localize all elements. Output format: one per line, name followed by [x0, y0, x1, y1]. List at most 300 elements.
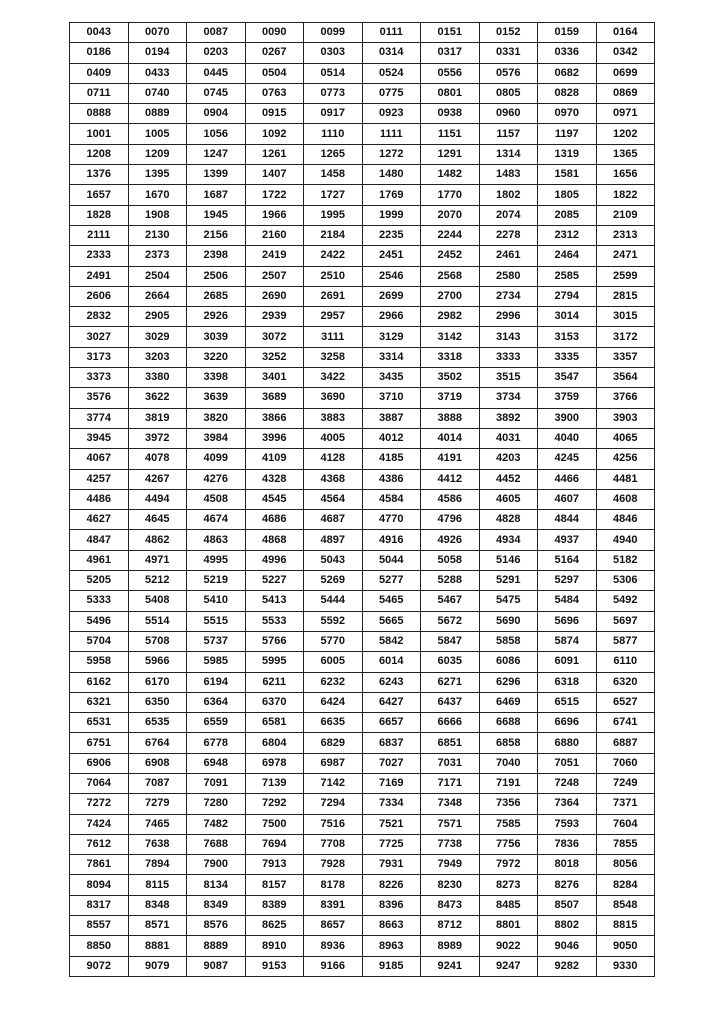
table-cell: 2156 [187, 225, 246, 245]
table-cell: 6110 [596, 652, 655, 672]
table-cell: 4545 [245, 489, 304, 509]
table-cell: 3373 [70, 368, 129, 388]
table-cell: 6350 [128, 692, 187, 712]
table-cell: 0070 [128, 23, 187, 43]
table-cell: 1995 [304, 205, 363, 225]
table-cell: 4645 [128, 510, 187, 530]
table-cell: 4844 [538, 510, 597, 530]
table-cell: 7348 [421, 794, 480, 814]
table-cell: 5146 [479, 550, 538, 570]
table-cell: 3945 [70, 428, 129, 448]
table-cell: 5877 [596, 631, 655, 651]
table-cell: 5858 [479, 631, 538, 651]
table-cell: 6751 [70, 733, 129, 753]
table-cell: 6858 [479, 733, 538, 753]
table-row [70, 286, 655, 306]
table-cell: 2451 [362, 246, 421, 266]
table-row [70, 246, 655, 266]
table-cell: 6014 [362, 652, 421, 672]
table-cell: 0576 [479, 63, 538, 83]
table-cell: 0504 [245, 63, 304, 83]
table-cell: 1110 [304, 124, 363, 144]
table-cell: 3564 [596, 368, 655, 388]
table-row [70, 388, 655, 408]
table-cell: 1157 [479, 124, 538, 144]
table-row [70, 165, 655, 185]
table-cell: 4862 [128, 530, 187, 550]
table-cell: 3072 [245, 327, 304, 347]
table-row [70, 916, 655, 936]
table-cell: 5492 [596, 591, 655, 611]
table-cell: 4508 [187, 489, 246, 509]
table-cell: 8963 [362, 936, 421, 956]
table-cell: 6296 [479, 672, 538, 692]
table-cell: 6271 [421, 672, 480, 692]
table-cell: 5444 [304, 591, 363, 611]
table-cell: 3900 [538, 408, 597, 428]
table-cell: 1656 [596, 165, 655, 185]
table-cell: 1291 [421, 144, 480, 164]
table-cell: 4185 [362, 449, 421, 469]
table-cell: 5592 [304, 611, 363, 631]
table-cell: 0314 [362, 43, 421, 63]
table-row [70, 510, 655, 530]
table-cell: 2074 [479, 205, 538, 225]
table-cell: 8348 [128, 895, 187, 915]
table-cell: 0524 [362, 63, 421, 83]
table-cell: 3972 [128, 428, 187, 448]
table-cell: 2461 [479, 246, 538, 266]
table-cell: 2957 [304, 307, 363, 327]
table-cell: 8850 [70, 936, 129, 956]
table-cell: 0801 [421, 83, 480, 103]
table-cell: 6804 [245, 733, 304, 753]
table-cell: 5697 [596, 611, 655, 631]
table-cell: 3333 [479, 347, 538, 367]
table-cell: 8936 [304, 936, 363, 956]
table-cell: 2580 [479, 266, 538, 286]
table-cell: 0099 [304, 23, 363, 43]
table-cell: 1805 [538, 185, 597, 205]
table-row [70, 936, 655, 956]
table-cell: 2685 [187, 286, 246, 306]
table-cell: 7142 [304, 773, 363, 793]
table-cell: 1657 [70, 185, 129, 205]
table-cell: 1482 [421, 165, 480, 185]
table-cell: 3996 [245, 428, 304, 448]
table-cell: 5333 [70, 591, 129, 611]
table-row [70, 652, 655, 672]
table-cell: 2506 [187, 266, 246, 286]
table-cell: 1722 [245, 185, 304, 205]
table-cell: 3820 [187, 408, 246, 428]
table-cell: 8056 [596, 855, 655, 875]
table-cell: 8712 [421, 916, 480, 936]
table-cell: 2599 [596, 266, 655, 286]
table-cell: 1828 [70, 205, 129, 225]
table-cell: 9022 [479, 936, 538, 956]
table-row [70, 23, 655, 43]
table-cell: 1197 [538, 124, 597, 144]
table-cell: 0915 [245, 104, 304, 124]
table-cell: 7593 [538, 814, 597, 834]
table-cell: 9247 [479, 956, 538, 976]
table-cell: 0970 [538, 104, 597, 124]
table-cell: 1001 [70, 124, 129, 144]
table-row [70, 327, 655, 347]
table-cell: 4868 [245, 530, 304, 550]
table-cell: 3622 [128, 388, 187, 408]
table-cell: 5708 [128, 631, 187, 651]
table-cell: 7516 [304, 814, 363, 834]
table-cell: 3258 [304, 347, 363, 367]
table-cell: 2664 [128, 286, 187, 306]
table-cell: 3576 [70, 388, 129, 408]
table-cell: 5690 [479, 611, 538, 631]
table-cell: 0938 [421, 104, 480, 124]
table-cell: 7949 [421, 855, 480, 875]
table-cell: 8657 [304, 916, 363, 936]
table-cell: 4627 [70, 510, 129, 530]
table-cell: 7060 [596, 753, 655, 773]
table-cell: 6987 [304, 753, 363, 773]
table-cell: 5966 [128, 652, 187, 672]
table-cell: 7688 [187, 834, 246, 854]
table-cell: 8094 [70, 875, 129, 895]
table-cell: 4494 [128, 489, 187, 509]
table-cell: 3335 [538, 347, 597, 367]
table-row [70, 591, 655, 611]
table-row [70, 753, 655, 773]
table-row [70, 672, 655, 692]
table-cell: 7604 [596, 814, 655, 834]
table-cell: 4031 [479, 428, 538, 448]
table-cell: 0090 [245, 23, 304, 43]
table-cell: 8548 [596, 895, 655, 915]
table-cell: 6469 [479, 692, 538, 712]
table-cell: 0828 [538, 83, 597, 103]
table-cell: 4995 [187, 550, 246, 570]
table-cell: 9153 [245, 956, 304, 976]
table-cell: 3252 [245, 347, 304, 367]
table-cell: 6829 [304, 733, 363, 753]
table-cell: 5737 [187, 631, 246, 651]
table-cell: 0923 [362, 104, 421, 124]
table-cell: 5985 [187, 652, 246, 672]
table-cell: 5465 [362, 591, 421, 611]
table-cell: 5227 [245, 571, 304, 591]
table-cell: 3547 [538, 368, 597, 388]
table-cell: 0342 [596, 43, 655, 63]
table-cell: 8230 [421, 875, 480, 895]
table-cell: 0773 [304, 83, 363, 103]
table-cell: 4863 [187, 530, 246, 550]
table-cell: 0043 [70, 23, 129, 43]
table-cell: 7191 [479, 773, 538, 793]
table-cell: 2464 [538, 246, 597, 266]
table-cell: 3014 [538, 307, 597, 327]
table-cell: 1314 [479, 144, 538, 164]
table-cell: 6364 [187, 692, 246, 712]
table-cell: 4099 [187, 449, 246, 469]
table-cell: 7694 [245, 834, 304, 854]
table-cell: 4065 [596, 428, 655, 448]
table-cell: 1399 [187, 165, 246, 185]
table-cell: 4257 [70, 469, 129, 489]
table-cell: 5410 [187, 591, 246, 611]
table-cell: 8391 [304, 895, 363, 915]
table-cell: 7294 [304, 794, 363, 814]
table-cell: 3357 [596, 347, 655, 367]
table-cell: 3129 [362, 327, 421, 347]
table-cell: 3314 [362, 347, 421, 367]
table-cell: 3435 [362, 368, 421, 388]
table-cell: 1581 [538, 165, 597, 185]
table-cell: 5413 [245, 591, 304, 611]
table-cell: 2160 [245, 225, 304, 245]
table-cell: 8396 [362, 895, 421, 915]
table-cell: 4078 [128, 449, 187, 469]
table-cell: 8389 [245, 895, 304, 915]
table-cell: 8625 [245, 916, 304, 936]
table-cell: 0445 [187, 63, 246, 83]
table-cell: 2130 [128, 225, 187, 245]
table-cell: 4940 [596, 530, 655, 550]
table-cell: 4386 [362, 469, 421, 489]
table-cell: 7972 [479, 855, 538, 875]
table-cell: 1966 [245, 205, 304, 225]
table-cell: 5533 [245, 611, 304, 631]
table-cell: 6851 [421, 733, 480, 753]
table-cell: 6370 [245, 692, 304, 712]
table-cell: 1092 [245, 124, 304, 144]
table-row [70, 834, 655, 854]
table-cell: 0409 [70, 63, 129, 83]
table-cell: 4564 [304, 489, 363, 509]
table-cell: 1056 [187, 124, 246, 144]
table-cell: 4916 [362, 530, 421, 550]
table-cell: 5043 [304, 550, 363, 570]
table-cell: 1670 [128, 185, 187, 205]
table-cell: 1908 [128, 205, 187, 225]
table-cell: 1151 [421, 124, 480, 144]
table-cell: 1770 [421, 185, 480, 205]
table-cell: 7139 [245, 773, 304, 793]
table-cell: 4828 [479, 510, 538, 530]
table-cell: 3029 [128, 327, 187, 347]
table-cell: 5277 [362, 571, 421, 591]
table-cell: 5766 [245, 631, 304, 651]
table-cell: 1945 [187, 205, 246, 225]
table-cell: 1261 [245, 144, 304, 164]
table-cell: 4191 [421, 449, 480, 469]
table-cell: 2333 [70, 246, 129, 266]
table-cell: 4674 [187, 510, 246, 530]
table-cell: 7612 [70, 834, 129, 854]
table-row [70, 550, 655, 570]
table-cell: 6005 [304, 652, 363, 672]
table-cell: 2700 [421, 286, 480, 306]
table-cell: 1365 [596, 144, 655, 164]
table-cell: 9046 [538, 936, 597, 956]
table-cell: 4128 [304, 449, 363, 469]
table-cell: 6427 [362, 692, 421, 712]
table-cell: 5847 [421, 631, 480, 651]
table-cell: 8576 [187, 916, 246, 936]
table-cell: 8557 [70, 916, 129, 936]
table-cell: 3111 [304, 327, 363, 347]
table-row [70, 104, 655, 124]
table-row [70, 449, 655, 469]
table-cell: 7725 [362, 834, 421, 854]
table-cell: 9079 [128, 956, 187, 976]
table-cell: 1458 [304, 165, 363, 185]
table-cell: 7928 [304, 855, 363, 875]
table-cell: 6162 [70, 672, 129, 692]
table-cell: 8273 [479, 875, 538, 895]
table-cell: 0303 [304, 43, 363, 63]
table-cell: 3515 [479, 368, 538, 388]
table-cell: 3903 [596, 408, 655, 428]
table-cell: 3819 [128, 408, 187, 428]
table-cell: 4012 [362, 428, 421, 448]
table-cell: 5672 [421, 611, 480, 631]
table-cell: 2926 [187, 307, 246, 327]
table-cell: 8801 [479, 916, 538, 936]
table-cell: 1480 [362, 165, 421, 185]
table-cell: 4014 [421, 428, 480, 448]
table-cell: 9050 [596, 936, 655, 956]
table-cell: 0151 [421, 23, 480, 43]
table-cell: 1687 [187, 185, 246, 205]
table-cell: 6170 [128, 672, 187, 692]
table-cell: 3153 [538, 327, 597, 347]
table-cell: 1822 [596, 185, 655, 205]
table-cell: 4934 [479, 530, 538, 550]
table-cell: 1727 [304, 185, 363, 205]
table-cell: 3220 [187, 347, 246, 367]
table-cell: 7091 [187, 773, 246, 793]
table-cell: 7836 [538, 834, 597, 854]
table-cell: 0087 [187, 23, 246, 43]
table-cell: 4203 [479, 449, 538, 469]
table-cell: 0904 [187, 104, 246, 124]
table-cell: 0556 [421, 63, 480, 83]
table-cell: 4996 [245, 550, 304, 570]
table-cell: 5515 [187, 611, 246, 631]
table-cell: 5496 [70, 611, 129, 631]
table-cell: 0433 [128, 63, 187, 83]
table-row [70, 773, 655, 793]
table-cell: 8178 [304, 875, 363, 895]
table-cell: 5665 [362, 611, 421, 631]
table-cell: 5291 [479, 571, 538, 591]
table-cell: 4926 [421, 530, 480, 550]
table-cell: 7855 [596, 834, 655, 854]
table-cell: 0164 [596, 23, 655, 43]
table-cell: 5182 [596, 550, 655, 570]
table-cell: 2691 [304, 286, 363, 306]
table-cell: 0960 [479, 104, 538, 124]
table-cell: 0186 [70, 43, 129, 63]
table-row [70, 124, 655, 144]
table-cell: 4256 [596, 449, 655, 469]
table-cell: 8910 [245, 936, 304, 956]
table-cell: 7638 [128, 834, 187, 854]
table-cell: 4328 [245, 469, 304, 489]
table-cell: 7424 [70, 814, 129, 834]
table-cell: 3143 [479, 327, 538, 347]
table-cell: 5058 [421, 550, 480, 570]
table-cell: 3173 [70, 347, 129, 367]
table-cell: 0267 [245, 43, 304, 63]
table-cell: 6778 [187, 733, 246, 753]
table-cell: 2568 [421, 266, 480, 286]
table-cell: 2085 [538, 205, 597, 225]
table-row [70, 307, 655, 327]
table-cell: 1209 [128, 144, 187, 164]
table-cell: 0775 [362, 83, 421, 103]
table-cell: 4040 [538, 428, 597, 448]
table-cell: 7913 [245, 855, 304, 875]
table-row [70, 713, 655, 733]
table-row [70, 43, 655, 63]
table-cell: 3027 [70, 327, 129, 347]
table-cell: 3142 [421, 327, 480, 347]
table-cell: 5288 [421, 571, 480, 591]
table-cell: 5704 [70, 631, 129, 651]
table-cell: 0203 [187, 43, 246, 63]
table-cell: 8881 [128, 936, 187, 956]
table-cell: 7031 [421, 753, 480, 773]
table-cell: 2585 [538, 266, 597, 286]
table-cell: 8115 [128, 875, 187, 895]
table-row [70, 185, 655, 205]
table-cell: 8157 [245, 875, 304, 895]
table-cell: 3039 [187, 327, 246, 347]
table-cell: 0971 [596, 104, 655, 124]
table-cell: 1802 [479, 185, 538, 205]
table-cell: 9282 [538, 956, 597, 976]
table-cell: 4608 [596, 489, 655, 509]
table-cell: 4971 [128, 550, 187, 570]
table-cell: 3422 [304, 368, 363, 388]
table-row [70, 530, 655, 550]
table-cell: 3774 [70, 408, 129, 428]
table-cell: 5484 [538, 591, 597, 611]
table-cell: 2690 [245, 286, 304, 306]
table-cell: 6535 [128, 713, 187, 733]
table-cell: 8473 [421, 895, 480, 915]
table-cell: 5297 [538, 571, 597, 591]
table-row [70, 692, 655, 712]
table-cell: 6320 [596, 672, 655, 692]
table-cell: 6666 [421, 713, 480, 733]
table-row [70, 631, 655, 651]
table-cell: 4368 [304, 469, 363, 489]
table-cell: 6948 [187, 753, 246, 773]
table-cell: 2419 [245, 246, 304, 266]
table-cell: 1769 [362, 185, 421, 205]
table-cell: 0763 [245, 83, 304, 103]
table-cell: 1407 [245, 165, 304, 185]
table-cell: 4452 [479, 469, 538, 489]
table-cell: 6880 [538, 733, 597, 753]
table-cell: 2996 [479, 307, 538, 327]
table-cell: 8276 [538, 875, 597, 895]
table-row [70, 875, 655, 895]
table-cell: 2905 [128, 307, 187, 327]
